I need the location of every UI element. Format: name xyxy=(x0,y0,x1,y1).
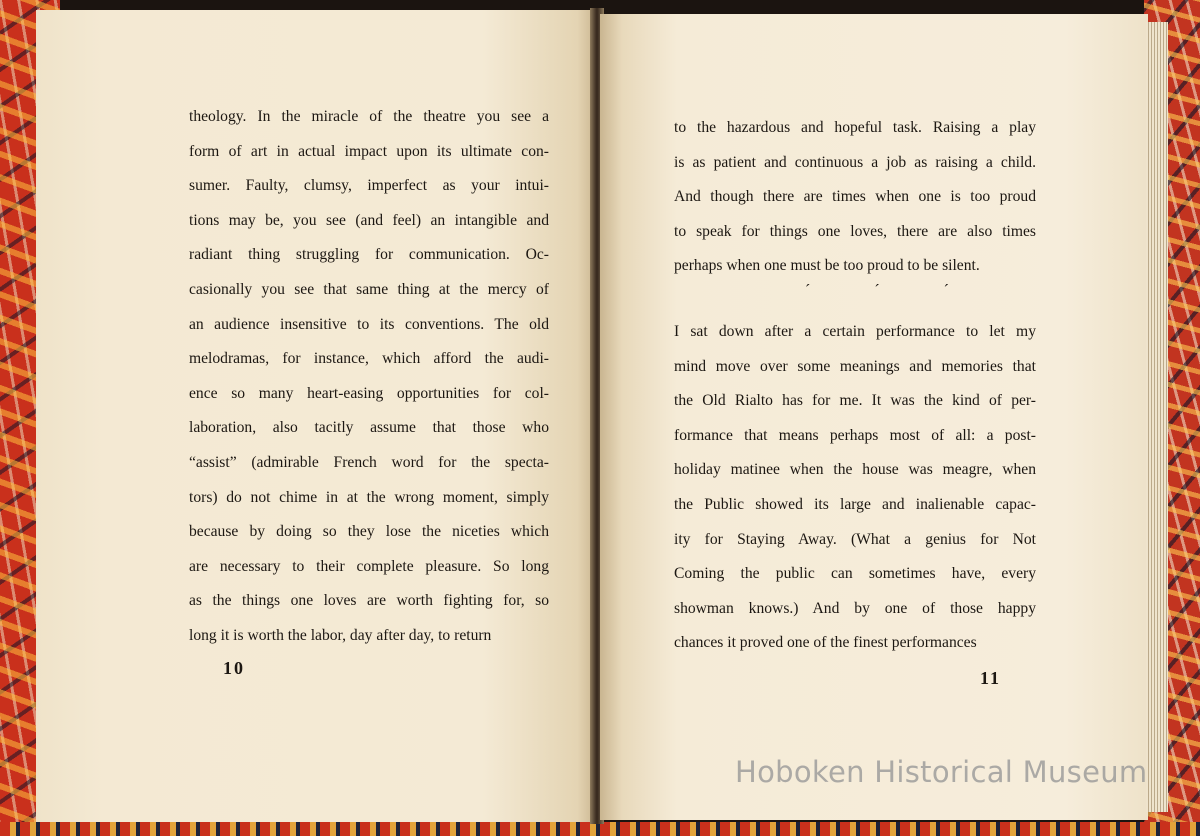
page-block-edges xyxy=(1146,22,1168,812)
text-line: are necessary to their complete pleasure. So long xyxy=(189,557,549,575)
left-page-number: 10 xyxy=(223,658,245,678)
right-page-text-bottom xyxy=(674,315,1036,661)
right-page-text-top xyxy=(674,111,1036,284)
text-line: mind move over some meanings and memories that xyxy=(674,357,1036,375)
text-line: perhaps when one must be too proud to be silent. xyxy=(674,257,980,275)
text-line: laboration, also tacitly assume that those who xyxy=(189,419,549,437)
right-page-number: 11 xyxy=(980,668,1002,688)
book-cover-bottom-edge xyxy=(0,822,1200,836)
text-line: long it is worth the labor, day after day, to return xyxy=(189,626,492,644)
left-page xyxy=(36,10,594,822)
text-line: tors) do not chime in at the wrong moment, simply xyxy=(189,488,549,506)
text-line: melodramas, for instance, which afford the audi- xyxy=(189,350,549,368)
text-line: tions may be, you see (and feel) an intangible and xyxy=(189,211,549,229)
text-line: ity for Staying Away. (What a genius for Not xyxy=(674,530,1036,548)
text-line: chances it proved one of the finest performances xyxy=(674,634,977,652)
watermark-text: Hoboken Historical Museum xyxy=(735,755,1148,789)
text-line: Coming the public can sometimes have, every xyxy=(674,565,1036,583)
text-line: an audience insensitive to its conventions. The old xyxy=(189,315,549,333)
text-line: is as patient and continuous a job as raising a child. xyxy=(674,153,1036,171)
right-page xyxy=(600,14,1148,820)
text-line: as the things one loves are worth fighting for, so xyxy=(189,592,549,610)
text-line: to speak for things one loves, there are also times xyxy=(674,222,1036,240)
text-line: And though there are times when one is too proud xyxy=(674,188,1036,206)
text-line: “assist” (admirable French word for the specta- xyxy=(189,453,549,471)
text-line: sumer. Faulty, clumsy, imperfect as your intui- xyxy=(189,177,549,195)
left-page-text xyxy=(189,100,549,654)
text-line: showman knows.) And by one of those happy xyxy=(674,599,1036,617)
text-line: radiant thing struggling for communication. Oc- xyxy=(189,246,549,264)
text-line: I sat down after a certain performance to let my xyxy=(674,323,1036,340)
text-line: because by doing so they lose the niceties which xyxy=(189,523,549,541)
text-line: the Old Rialto has for me. It was the kind of per- xyxy=(674,392,1036,410)
text-line: holiday matinee when the house was meagre, when xyxy=(674,461,1036,479)
text-line: to the hazardous and hopeful task. Raising a play xyxy=(674,119,1036,136)
text-line: theology. In the miracle of the theatre you see a xyxy=(189,108,549,125)
section-ornament: ˊ ˊ ˊ xyxy=(805,282,979,299)
text-line: form of art in actual impact upon its ultimate con- xyxy=(189,142,549,160)
text-line: ence so many heart-easing opportunities for col- xyxy=(189,384,549,402)
text-line: formance that means perhaps most of all: a post- xyxy=(674,426,1036,444)
text-line: casionally you see that same thing at the mercy of xyxy=(189,280,549,298)
text-line: the Public showed its large and inalienable capac- xyxy=(674,495,1036,513)
